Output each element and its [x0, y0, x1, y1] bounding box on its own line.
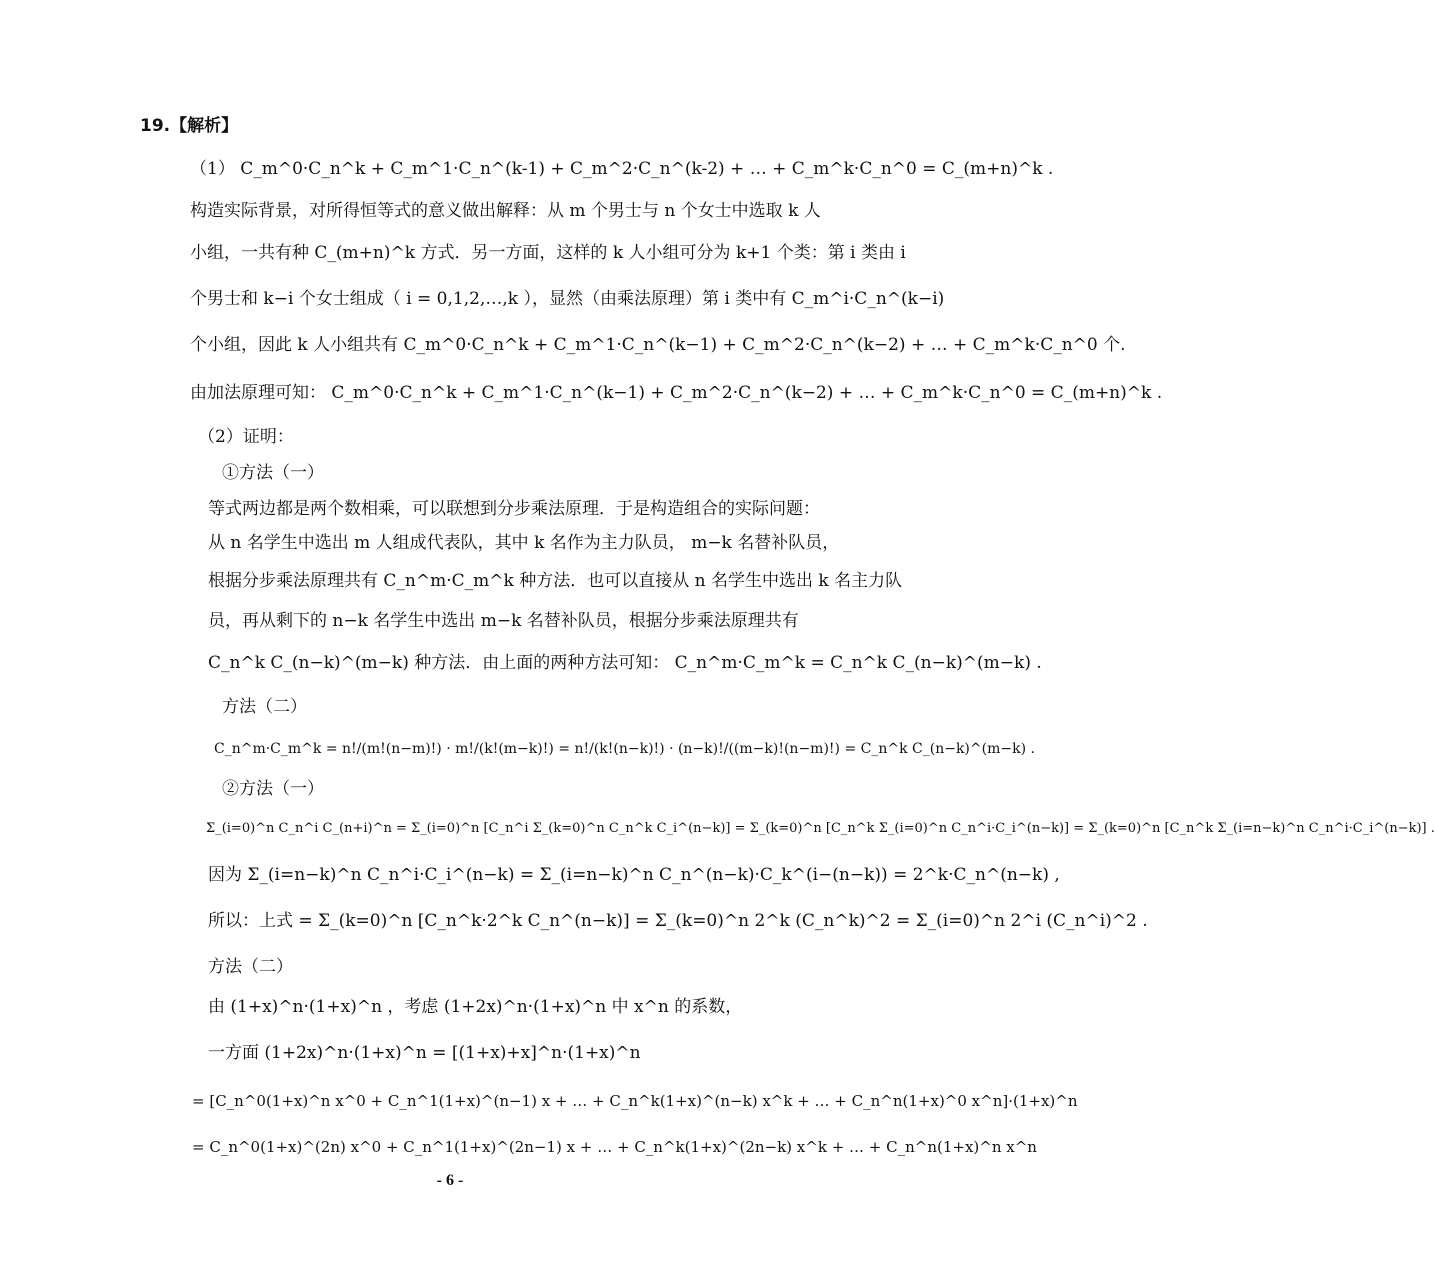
line-6: 由加法原理可知： C_m^0·C_n^k + C_m^1·C_n^(k−1) + C_m^2·C_n^(k−2) + … + C_m^k·C_n^0 = C_(m+n)^k . [190, 383, 1163, 403]
question-heading: 19.【解析】 [140, 116, 239, 136]
line-2: 构造实际背景，对所得恒等式的意义做出解释：从 m 个男士与 n 个女士中选取 k 人 [190, 201, 821, 221]
line-24: = C_n^0(1+x)^(2n) x^0 + C_n^1(1+x)^(2n−1) x + … + C_n^k(1+x)^(2n−k) x^k + … + C_n^n(1+x)^n x^n [192, 1138, 1037, 1156]
line-5: 个小组，因此 k 人小组共有 C_m^0·C_n^k + C_m^1·C_n^(k−1) + C_m^2·C_n^(k−2) + … + C_m^k·C_n^0 个. [190, 335, 1126, 355]
line-12: 员，再从剩下的 n−k 名学生中选出 m−k 名替补队员，根据分步乘法原理共有 [208, 611, 799, 631]
line-10: 从 n 名学生中选出 m 人组成代表队，其中 k 名作为主力队员， m−k 名替补队员， [208, 533, 840, 553]
line-7: （2）证明： [198, 427, 294, 447]
line-8: ①方法（一） [222, 463, 324, 483]
page-number: - 6 - [436, 1172, 464, 1189]
line-22: 一方面 (1+2x)^n·(1+x)^n = [(1+x)+x]^n·(1+x)^n [208, 1043, 641, 1063]
line-17: Σ_(i=0)^n C_n^i C_(n+i)^n = Σ_(i=0)^n [C_n^i Σ_(k=0)^n C_n^k C_i^(n−k)] = Σ_(k=0)^n [C_n^k Σ_(i=0)^n C_n^i·C_i^(n−k)] = Σ_(k=0)^n [C_n^k Σ_(i=n−k)^n C_n^i·C_i^(n−k)] . [206, 821, 1435, 836]
line-15: C_n^m·C_m^k = n!/(m!(n−m)!) · m!/(k!(m−k)!) = n!/(k!(n−k)!) · (n−k)!/((m−k)!(n−m)!) = C_n^k C_(n−k)^(m−k) . [214, 741, 1035, 757]
line-16: ②方法（一） [222, 779, 324, 799]
line-11: 根据分步乘法原理共有 C_n^m·C_m^k 种方法．也可以直接从 n 名学生中选出 k 名主力队 [208, 571, 903, 591]
line-1: （1） C_m^0·C_n^k + C_m^1·C_n^(k-1) + C_m^2·C_n^(k-2) + … + C_m^k·C_n^0 = C_(m+n)^k . [190, 159, 1054, 179]
line-3: 小组，一共有种 C_(m+n)^k 方式．另一方面，这样的 k 人小组可分为 k+1 个类：第 i 类由 i [190, 243, 906, 263]
line-21: 由 (1+x)^n·(1+x)^n ，考虑 (1+2x)^n·(1+x)^n 中 x^n 的系数， [208, 997, 743, 1017]
line-19: 所以：上式 = Σ_(k=0)^n [C_n^k·2^k C_n^(n−k)] = Σ_(k=0)^n 2^k (C_n^k)^2 = Σ_(i=0)^n 2^i (C_n^i)^2 . [208, 911, 1148, 931]
line-14: 方法（二） [222, 697, 307, 717]
line-4: 个男士和 k−i 个女士组成（ i = 0,1,2,…,k ），显然（由乘法原理）第 i 类中有 C_m^i·C_n^(k−i) [190, 289, 945, 309]
line-18: 因为 Σ_(i=n−k)^n C_n^i·C_i^(n−k) = Σ_(i=n−k)^n C_n^(n−k)·C_k^(i−(n−k)) = 2^k·C_n^(n−k) , [208, 865, 1060, 885]
line-23: = [C_n^0(1+x)^n x^0 + C_n^1(1+x)^(n−1) x + … + C_n^k(1+x)^(n−k) x^k + … + C_n^n(1+x)^0 x^n]·(1+x)^n [192, 1092, 1078, 1110]
line-20: 方法（二） [208, 957, 293, 977]
line-9: 等式两边都是两个数相乘，可以联想到分步乘法原理．于是构造组合的实际问题： [208, 499, 820, 519]
line-13: C_n^k C_(n−k)^(m−k) 种方法．由上面的两种方法可知： C_n^m·C_m^k = C_n^k C_(n−k)^(m−k) . [208, 653, 1042, 673]
